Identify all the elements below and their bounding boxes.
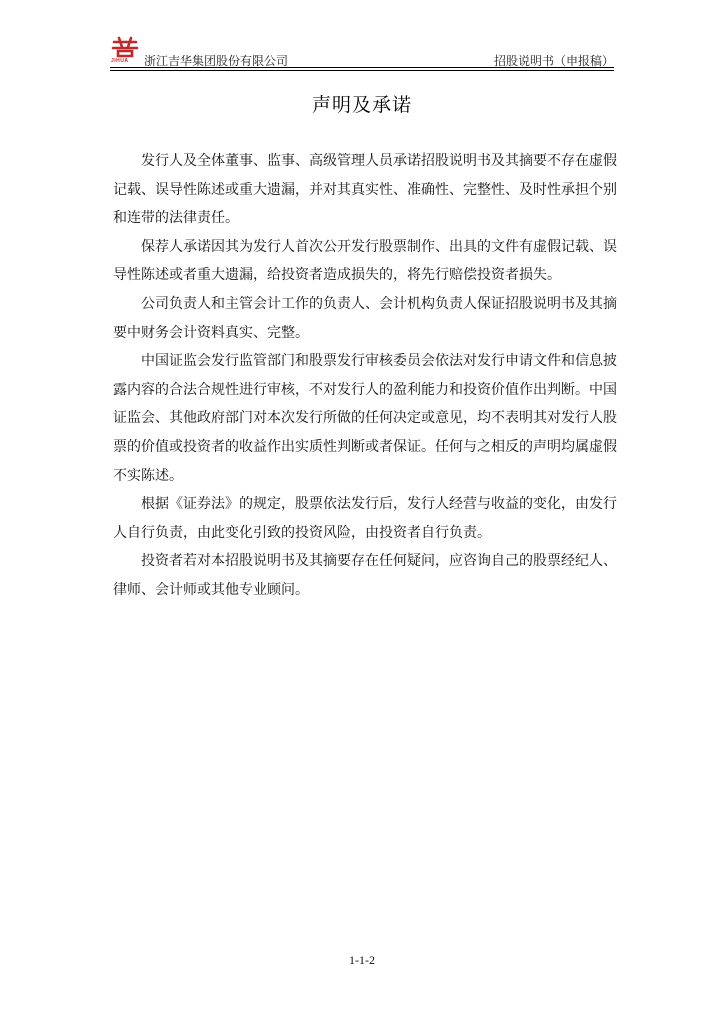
paragraph-sponsor-commitment: 保荐人承诺因其为发行人首次公开发行股票制作、出具的文件有虚假记载、误导性陈述或者重大遗漏，给投资者造成损失的，将先行赔偿投资者损失。 — [113, 238, 617, 284]
paragraph-issuer-commitment: 发行人及全体董事、监事、高级管理人员承诺招股说明书及其摘要不存在虚假记载、误导性陈述或重大遗漏，并对其真实性、准确性、完整性、及时性承担个别和连带的法律责任。 — [113, 153, 617, 227]
page-number: 1-1-2 — [349, 953, 375, 967]
statement-body — [113, 147, 617, 605]
page-header — [110, 36, 614, 68]
company-name: 浙江吉华集团股份有限公司 — [144, 54, 289, 68]
company-logo — [110, 36, 140, 66]
document-label: 招股说明书（申报稿） — [493, 54, 614, 68]
header-divider-thin — [110, 70, 614, 71]
paragraph-investor-advice: 投资者若对本招股说明书及其摘要存在任何疑问，应咨询自己的股票经纪人、律师、会计师或其他专业顾问。 — [113, 553, 617, 598]
logo-text: JIHUA — [111, 58, 129, 64]
page-title: 声明及承诺 — [311, 94, 412, 116]
paragraph-financial-guarantee: 公司负责人和主管会计工作的负责人、会计机构负责人保证招股说明书及其摘要中财务会计资料真实、完整。 — [113, 295, 617, 341]
paragraph-csrc-review: 中国证监会发行监管部门和股票发行审核委员会依法对发行申请文件和信息披露内容的合法合规性进行审核，不对发行人的盈利能力和投资价值作出判断。中国证监会、其他政府部门对本次发行所做的任何决定或意见，均不表明其对发行人股票的价值或投资者的收益作出实质性判断或者保证。任何与之相反的声明均属虚假不实陈述。 — [113, 353, 617, 484]
jihua-logo-icon — [110, 36, 140, 58]
header-divider — [110, 67, 614, 68]
paragraph-securities-law: 根据《证券法》的规定，股票依法发行后，发行人经营与收益的变化，由发行人自行负责，由此变化引致的投资风险，由投资者自行负责。 — [113, 496, 617, 541]
